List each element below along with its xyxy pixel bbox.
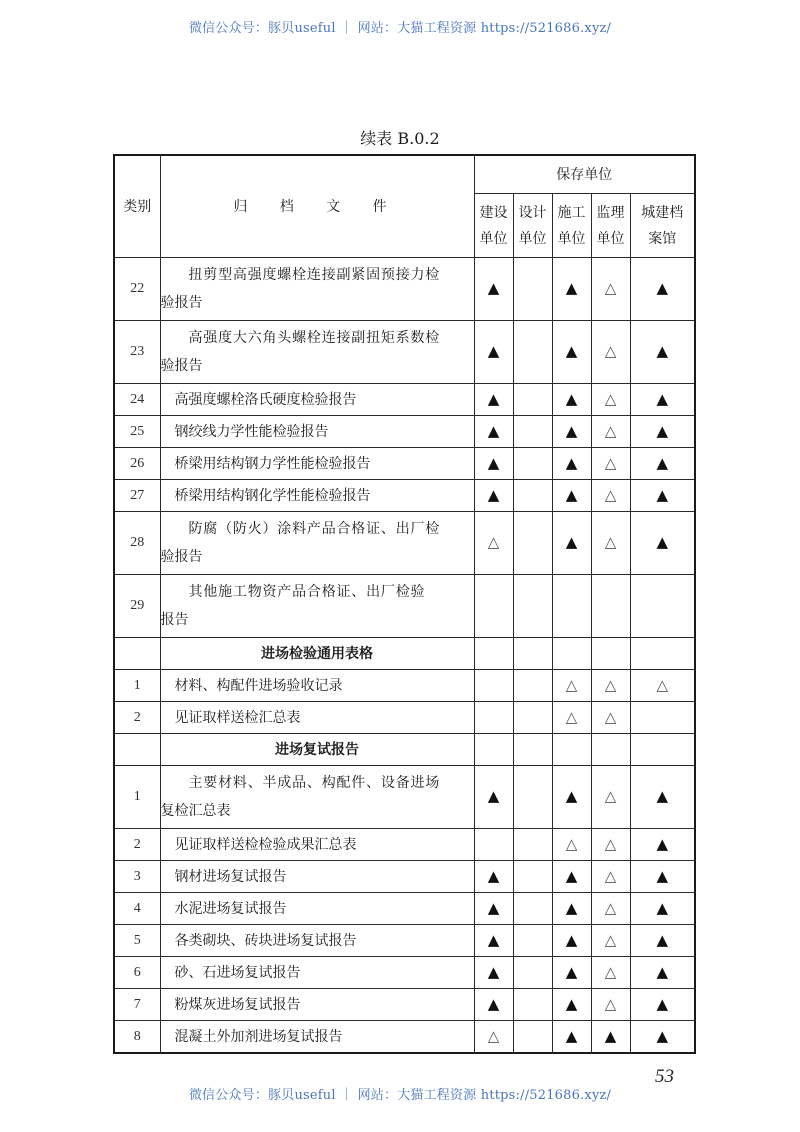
storage-mark-cell <box>513 989 552 1021</box>
storage-mark-cell <box>474 512 513 575</box>
empty-cell <box>552 734 591 766</box>
storage-mark-cell <box>474 416 513 448</box>
filled-triangle-icon: ▲ <box>565 898 578 917</box>
section-row <box>114 638 695 670</box>
category-number: 26 <box>114 448 160 480</box>
table-row <box>114 416 695 448</box>
storage-mark-cell <box>630 861 695 893</box>
header-unit <box>513 194 552 258</box>
hollow-triangle-icon: △ <box>604 930 617 949</box>
storage-mark-cell <box>630 925 695 957</box>
category-number: 29 <box>114 575 160 638</box>
storage-mark-cell <box>552 1021 591 1054</box>
storage-mark-cell <box>474 384 513 416</box>
hollow-triangle-icon: △ <box>604 962 617 981</box>
document-name-line1: 防腐（防火）涂料产品合格证、出厂检 <box>188 521 441 537</box>
storage-mark-cell <box>630 702 695 734</box>
table-row <box>114 893 695 925</box>
storage-mark-cell <box>630 384 695 416</box>
storage-mark-cell <box>591 480 630 512</box>
empty-cell <box>630 638 695 670</box>
storage-mark-cell <box>552 416 591 448</box>
storage-mark-cell <box>630 321 695 384</box>
table-row <box>114 575 695 638</box>
watermark-top: 微信公众号：豚贝useful ｜ 网站：大猫工程资源 https://521686.xyz/ <box>188 21 612 36</box>
document-name: 桥梁用结构钢力学性能检验报告 <box>160 448 474 480</box>
section-title: 进场复试报告 <box>160 734 474 766</box>
storage-mark-cell <box>630 512 695 575</box>
filled-triangle-icon: ▲ <box>604 1026 617 1045</box>
hollow-triangle-icon: △ <box>604 866 617 885</box>
hollow-triangle-icon: △ <box>487 1026 500 1045</box>
storage-mark-cell <box>630 766 695 829</box>
hollow-triangle-icon: △ <box>604 421 617 440</box>
category-number: 25 <box>114 416 160 448</box>
document-name-line1: 扭剪型高强度螺栓连接副紧固预接力检 <box>188 267 441 283</box>
hollow-triangle-icon: △ <box>604 485 617 504</box>
storage-mark-cell <box>474 575 513 638</box>
storage-mark-cell <box>513 861 552 893</box>
storage-mark-cell <box>552 957 591 989</box>
document-name: 粉煤灰进场复试报告 <box>160 989 474 1021</box>
storage-mark-cell <box>591 702 630 734</box>
table-row <box>114 925 695 957</box>
storage-mark-cell <box>552 575 591 638</box>
storage-mark-cell <box>591 925 630 957</box>
table-row <box>114 861 695 893</box>
filled-triangle-icon: ▲ <box>656 533 669 551</box>
filled-triangle-icon: ▲ <box>565 453 578 472</box>
header-category: 类别 <box>114 155 160 258</box>
hollow-triangle-icon: △ <box>604 533 617 551</box>
header-unit-line2: 单位 <box>518 230 547 247</box>
storage-mark-cell <box>513 957 552 989</box>
hollow-triangle-icon: △ <box>487 533 500 551</box>
category-number: 4 <box>114 893 160 925</box>
storage-mark-cell <box>552 766 591 829</box>
empty-cell <box>591 638 630 670</box>
storage-mark-cell <box>552 321 591 384</box>
hollow-triangle-icon: △ <box>604 994 617 1013</box>
storage-mark-cell <box>591 893 630 925</box>
filled-triangle-icon: ▲ <box>656 342 669 360</box>
storage-mark-cell <box>513 448 552 480</box>
storage-mark-cell <box>630 575 695 638</box>
hollow-triangle-icon: △ <box>604 453 617 472</box>
storage-mark-cell <box>513 829 552 861</box>
header-storage-group: 保存单位 <box>474 155 695 194</box>
document-name-line1: 高强度大六角头螺栓连接副扭矩系数检 <box>188 330 441 346</box>
filled-triangle-icon: ▲ <box>656 1026 669 1045</box>
storage-mark-cell <box>474 925 513 957</box>
filled-triangle-icon: ▲ <box>565 421 578 440</box>
table-row <box>114 480 695 512</box>
document-name <box>160 258 474 321</box>
table-row <box>114 989 695 1021</box>
filled-triangle-icon: ▲ <box>656 389 669 408</box>
document-name: 混凝土外加剂进场复试报告 <box>160 1021 474 1054</box>
document-name <box>160 321 474 384</box>
hollow-triangle-icon: △ <box>565 834 578 853</box>
storage-mark-cell <box>474 480 513 512</box>
storage-mark-cell <box>591 989 630 1021</box>
filled-triangle-icon: ▲ <box>487 421 500 440</box>
table-row <box>114 448 695 480</box>
storage-mark-cell <box>552 829 591 861</box>
storage-mark-cell <box>513 893 552 925</box>
storage-mark-cell <box>591 957 630 989</box>
filled-triangle-icon: ▲ <box>487 994 500 1013</box>
filled-triangle-icon: ▲ <box>656 421 669 440</box>
document-name: 水泥进场复试报告 <box>160 893 474 925</box>
document-name: 高强度螺栓洛氏硬度检验报告 <box>160 384 474 416</box>
header-unit-line1: 建设 <box>479 204 508 221</box>
hollow-triangle-icon: △ <box>604 342 617 360</box>
watermark-bottom: 微信公众号：豚贝useful ｜ 网站：大猫工程资源 https://521686.xyz/ <box>188 1088 612 1103</box>
document-name: 见证取样送检检验成果汇总表 <box>160 829 474 861</box>
table-row <box>114 670 695 702</box>
category-number: 28 <box>114 512 160 575</box>
filled-triangle-icon: ▲ <box>565 994 578 1013</box>
storage-mark-cell <box>591 670 630 702</box>
storage-mark-cell <box>474 448 513 480</box>
storage-mark-cell <box>591 861 630 893</box>
document-name: 钢材进场复试报告 <box>160 861 474 893</box>
storage-mark-cell <box>513 670 552 702</box>
document-name <box>160 766 474 829</box>
storage-mark-cell <box>591 258 630 321</box>
table-row <box>114 321 695 384</box>
storage-mark-cell <box>552 925 591 957</box>
storage-mark-cell <box>474 702 513 734</box>
filled-triangle-icon: ▲ <box>487 898 500 917</box>
document-name-line2: 验报告 <box>160 295 203 311</box>
header-unit-line1: 城建档 <box>641 204 684 221</box>
document-name <box>160 575 474 638</box>
storage-mark-cell <box>591 766 630 829</box>
hollow-triangle-icon: △ <box>656 675 669 694</box>
table-row <box>114 766 695 829</box>
storage-mark-cell <box>513 258 552 321</box>
header-unit-line2: 案馆 <box>648 230 677 247</box>
filled-triangle-icon: ▲ <box>656 898 669 917</box>
storage-mark-cell <box>591 829 630 861</box>
storage-mark-cell <box>552 512 591 575</box>
storage-mark-cell <box>474 1021 513 1054</box>
storage-mark-cell <box>552 480 591 512</box>
storage-mark-cell <box>630 670 695 702</box>
empty-cell <box>114 734 160 766</box>
storage-mark-cell <box>591 448 630 480</box>
document-name: 各类砌块、砖块进场复试报告 <box>160 925 474 957</box>
category-number: 3 <box>114 861 160 893</box>
header-unit <box>474 194 513 258</box>
storage-mark-cell <box>513 512 552 575</box>
storage-mark-cell <box>474 321 513 384</box>
filled-triangle-icon: ▲ <box>487 787 500 805</box>
header-unit-line1: 施工 <box>557 204 586 221</box>
storage-mark-cell <box>513 702 552 734</box>
empty-cell <box>114 638 160 670</box>
storage-mark-cell <box>474 861 513 893</box>
document-name-line1: 其他施工物资产品合格证、出厂检验 <box>188 584 426 600</box>
empty-cell <box>474 734 513 766</box>
document-name: 桥梁用结构钢化学性能检验报告 <box>160 480 474 512</box>
hollow-triangle-icon: △ <box>604 834 617 853</box>
filled-triangle-icon: ▲ <box>487 279 500 297</box>
hollow-triangle-icon: △ <box>565 675 578 694</box>
storage-mark-cell <box>591 416 630 448</box>
table-caption: 续表 B.0.2 <box>360 129 440 148</box>
storage-mark-cell <box>552 670 591 702</box>
storage-mark-cell <box>591 512 630 575</box>
filled-triangle-icon: ▲ <box>487 930 500 949</box>
category-number: 23 <box>114 321 160 384</box>
storage-mark-cell <box>474 957 513 989</box>
hollow-triangle-icon: △ <box>604 389 617 408</box>
table-row <box>114 384 695 416</box>
storage-mark-cell <box>513 480 552 512</box>
header-document: 归 档 文 件 <box>160 155 474 258</box>
storage-mark-cell <box>630 893 695 925</box>
storage-mark-cell <box>474 766 513 829</box>
hollow-triangle-icon: △ <box>604 707 617 726</box>
filled-triangle-icon: ▲ <box>656 994 669 1013</box>
document-name-line2: 验报告 <box>160 358 203 374</box>
category-number: 1 <box>114 766 160 829</box>
category-number: 1 <box>114 670 160 702</box>
category-number: 2 <box>114 702 160 734</box>
table-row <box>114 258 695 321</box>
storage-mark-cell <box>552 861 591 893</box>
storage-mark-cell <box>474 989 513 1021</box>
filled-triangle-icon: ▲ <box>656 866 669 885</box>
table-row <box>114 957 695 989</box>
document-name <box>160 512 474 575</box>
storage-mark-cell <box>513 384 552 416</box>
storage-mark-cell <box>591 1021 630 1054</box>
archive-table <box>113 154 696 1054</box>
empty-cell <box>552 638 591 670</box>
document-name: 砂、石进场复试报告 <box>160 957 474 989</box>
document-name: 见证取样送检汇总表 <box>160 702 474 734</box>
header-unit <box>591 194 630 258</box>
storage-mark-cell <box>474 670 513 702</box>
document-name: 钢绞线力学性能检验报告 <box>160 416 474 448</box>
storage-mark-cell <box>630 448 695 480</box>
filled-triangle-icon: ▲ <box>487 962 500 981</box>
header-unit-line1: 监理 <box>596 204 625 221</box>
storage-mark-cell <box>513 925 552 957</box>
filled-triangle-icon: ▲ <box>565 962 578 981</box>
storage-mark-cell <box>552 702 591 734</box>
filled-triangle-icon: ▲ <box>565 342 578 360</box>
filled-triangle-icon: ▲ <box>487 866 500 885</box>
storage-mark-cell <box>630 829 695 861</box>
storage-mark-cell <box>591 321 630 384</box>
filled-triangle-icon: ▲ <box>565 1026 578 1045</box>
filled-triangle-icon: ▲ <box>565 533 578 551</box>
storage-mark-cell <box>630 416 695 448</box>
filled-triangle-icon: ▲ <box>565 866 578 885</box>
storage-mark-cell <box>474 829 513 861</box>
filled-triangle-icon: ▲ <box>656 962 669 981</box>
filled-triangle-icon: ▲ <box>487 389 500 408</box>
empty-cell <box>474 638 513 670</box>
filled-triangle-icon: ▲ <box>565 787 578 805</box>
table-row <box>114 1021 695 1054</box>
storage-mark-cell <box>552 989 591 1021</box>
storage-mark-cell <box>474 893 513 925</box>
empty-cell <box>513 638 552 670</box>
storage-mark-cell <box>513 1021 552 1054</box>
hollow-triangle-icon: △ <box>565 707 578 726</box>
table-row <box>114 829 695 861</box>
category-number: 7 <box>114 989 160 1021</box>
document-name-line2: 复检汇总表 <box>160 803 231 819</box>
filled-triangle-icon: ▲ <box>487 485 500 504</box>
storage-mark-cell <box>630 989 695 1021</box>
category-number: 6 <box>114 957 160 989</box>
header-unit <box>552 194 591 258</box>
table-row <box>114 512 695 575</box>
filled-triangle-icon: ▲ <box>487 453 500 472</box>
hollow-triangle-icon: △ <box>604 898 617 917</box>
header-unit-line2: 单位 <box>596 230 625 247</box>
section-row <box>114 734 695 766</box>
section-title: 进场检验通用表格 <box>160 638 474 670</box>
hollow-triangle-icon: △ <box>604 787 617 805</box>
category-number: 24 <box>114 384 160 416</box>
category-number: 22 <box>114 258 160 321</box>
header-unit-line1: 设计 <box>518 204 547 221</box>
document-name-line2: 验报告 <box>160 549 203 565</box>
table-row <box>114 702 695 734</box>
document-name: 材料、构配件进场验收记录 <box>160 670 474 702</box>
storage-mark-cell <box>630 480 695 512</box>
empty-cell <box>513 734 552 766</box>
filled-triangle-icon: ▲ <box>656 930 669 949</box>
filled-triangle-icon: ▲ <box>565 930 578 949</box>
page-number: 53 <box>655 1066 674 1087</box>
filled-triangle-icon: ▲ <box>565 485 578 504</box>
filled-triangle-icon: ▲ <box>565 389 578 408</box>
category-number: 8 <box>114 1021 160 1054</box>
storage-mark-cell <box>552 448 591 480</box>
header-unit-line2: 单位 <box>479 230 508 247</box>
filled-triangle-icon: ▲ <box>656 834 669 853</box>
storage-mark-cell <box>591 575 630 638</box>
filled-triangle-icon: ▲ <box>656 787 669 805</box>
storage-mark-cell <box>552 384 591 416</box>
filled-triangle-icon: ▲ <box>656 453 669 472</box>
empty-cell <box>591 734 630 766</box>
storage-mark-cell <box>513 321 552 384</box>
filled-triangle-icon: ▲ <box>487 342 500 360</box>
storage-mark-cell <box>552 258 591 321</box>
storage-mark-cell <box>552 893 591 925</box>
storage-mark-cell <box>513 575 552 638</box>
empty-cell <box>630 734 695 766</box>
category-number: 2 <box>114 829 160 861</box>
filled-triangle-icon: ▲ <box>656 485 669 504</box>
storage-mark-cell <box>630 1021 695 1054</box>
category-number: 27 <box>114 480 160 512</box>
document-name-line2: 报告 <box>160 612 189 628</box>
header-unit-line2: 单位 <box>557 230 586 247</box>
storage-mark-cell <box>630 957 695 989</box>
storage-mark-cell <box>630 258 695 321</box>
category-number: 5 <box>114 925 160 957</box>
storage-mark-cell <box>474 258 513 321</box>
hollow-triangle-icon: △ <box>604 675 617 694</box>
header-unit <box>630 194 695 258</box>
hollow-triangle-icon: △ <box>604 279 617 297</box>
storage-mark-cell <box>513 766 552 829</box>
filled-triangle-icon: ▲ <box>656 279 669 297</box>
filled-triangle-icon: ▲ <box>565 279 578 297</box>
storage-mark-cell <box>591 384 630 416</box>
document-name-line1: 主要材料、半成品、构配件、设备进场 <box>188 775 441 791</box>
storage-mark-cell <box>513 416 552 448</box>
